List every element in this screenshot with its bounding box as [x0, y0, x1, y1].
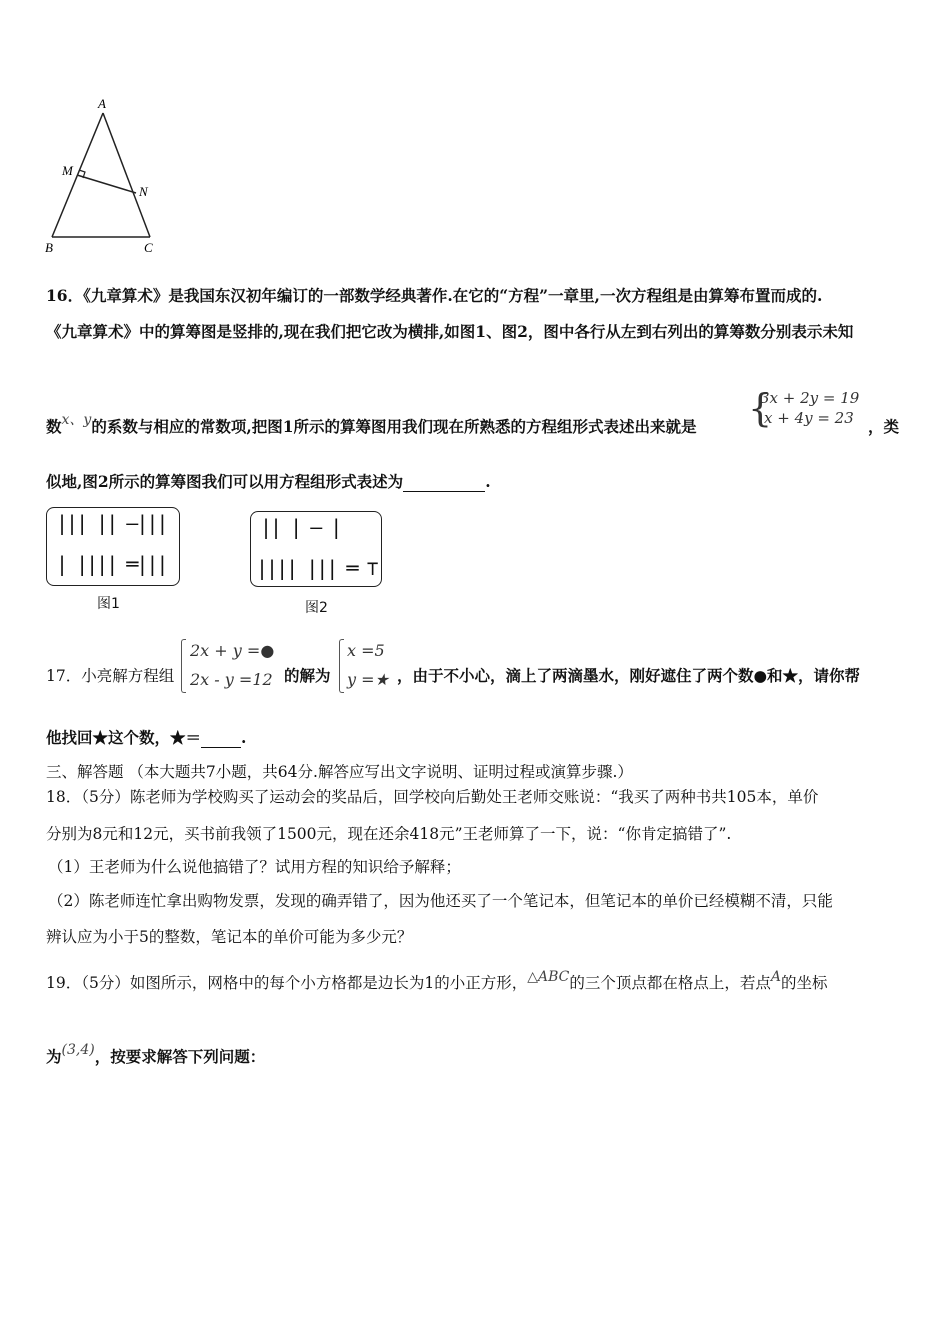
- q17-system1-brace: [181, 639, 186, 693]
- figure-2-row2: |||| ||| ═ ⊤: [256, 556, 377, 580]
- q16-eq1: 3x + 2y = 19: [760, 389, 860, 407]
- figure-2-row1: || | — |: [260, 515, 341, 539]
- q18-part2-line2: 辨认应为小于5的整数，笔记本的单价可能为多少元？: [46, 928, 413, 946]
- q18-line1: 18．（5分）陈老师为学校购买了运动会的奖品后，回学校向后勤处王老师交账说：“我买了两种书共105本，单价: [46, 788, 819, 806]
- q19-line2: 为(3,4)，按要求解答下列问题：: [46, 1042, 266, 1066]
- q17-post: ，由于不小心，滴上了两滴墨水，刚好遮住了两个数●和★，请你帮: [397, 666, 861, 685]
- q19-triangle-abc: △ABC: [527, 969, 570, 985]
- q16-line3: 数x、y的系数与相应的常数项,把图1所示的算筹图用我们现在所熟悉的方程组形式表述出来就是: [46, 412, 697, 436]
- q16-vars: x、y: [61, 412, 92, 428]
- figure-1-row2: | |||| ═|||: [56, 552, 167, 576]
- q16-answer-blank[interactable]: [403, 475, 485, 492]
- q17-answer-blank[interactable]: [201, 731, 241, 748]
- section-3-heading: 三、解答题 （本大题共7小题，共64分.解答应写出文字说明、证明过程或演算步骤.）: [46, 763, 633, 781]
- q16-line3-end: ，类: [868, 417, 900, 436]
- q16-eq2: x + 4y = 23: [764, 409, 854, 427]
- q19-line1: 19．（5分）如图所示，网格中的每个小方格都是边长为1的小正方形，△ABC的三个顶点都在格点上，若点A的坐标: [46, 969, 828, 992]
- figure-1-caption: 图1: [97, 596, 120, 612]
- figure-2-caption: 图2: [305, 600, 328, 616]
- label-A: A: [98, 96, 106, 111]
- q17-system2-eq1: x =5: [347, 641, 385, 660]
- q17-pre: 17．小亮解方程组: [46, 667, 175, 685]
- q17-system2-brace: [339, 639, 344, 693]
- q16-system-brace: {: [748, 386, 773, 430]
- q19-point-a: A: [770, 969, 781, 985]
- label-N: N: [139, 184, 148, 199]
- label-C: C: [144, 240, 153, 255]
- q17-mid: 的解为: [284, 666, 331, 685]
- q16-line4: 似地,图2所示的算筹图我们可以用方程组形式表述为 .: [46, 472, 491, 491]
- q16-line1: 16．《九章算术》是我国东汉初年编订的一部数学经典著作.在它的“方程”一章里,一次方程组是由算筹布置而成的.: [46, 286, 823, 305]
- triangle-figure: [40, 95, 170, 260]
- q17-system1-eq2: 2x - y =12: [190, 670, 273, 689]
- q18-part2-line1: （2）陈老师连忙拿出购物发票，发现的确弄错了，因为他还买了一个笔记本，但笔记本的单价已经模糊不清，只能: [48, 892, 833, 910]
- q17-system1-eq1: 2x + y =●: [190, 641, 275, 660]
- label-M: M: [62, 163, 73, 178]
- q17-system2-eq2: y =★: [347, 670, 389, 689]
- q16-line2: 《九章算术》中的算筹图是竖排的,现在我们把它改为横排,如图1、图2，图中各行从左到右列出的算筹数分别表示未知: [46, 322, 854, 341]
- label-B: B: [45, 240, 53, 255]
- q18-part1: （1）王老师为什么说他搞错了？试用方程的知识给予解释；: [48, 858, 461, 876]
- figure-1-row1: ||| || —|||: [56, 511, 167, 535]
- q17-line2: 他找回★这个数，★＝ .: [46, 728, 247, 747]
- q18-line2: 分别为8元和12元，买书前我领了1500元，现在还余418元”王老师算了一下，说：“你肯定搞错了”.: [46, 825, 732, 843]
- q19-coord: (3,4): [61, 1042, 95, 1058]
